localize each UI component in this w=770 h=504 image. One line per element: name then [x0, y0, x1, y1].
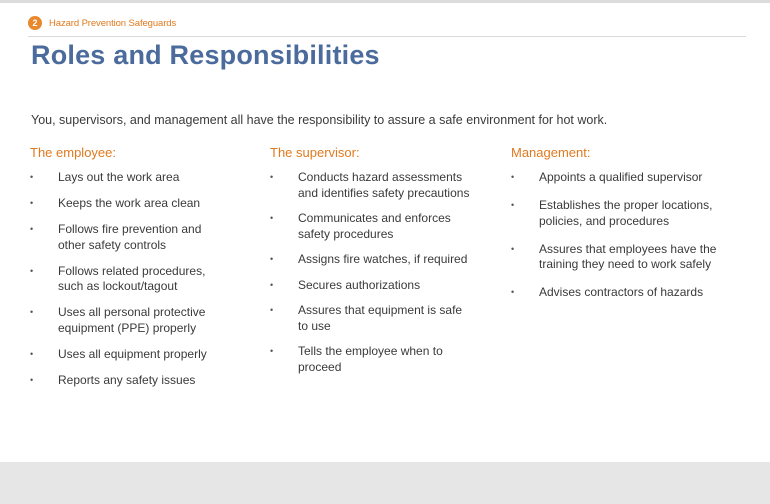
bullet-icon: • — [30, 224, 34, 234]
bullet-icon: • — [270, 254, 274, 264]
responsibility-list — [270, 170, 475, 375]
list-item-text: Assures that equipment is safe to use — [298, 303, 463, 333]
list-item-text: Reports any safety issues — [58, 372, 196, 387]
bullet-icon: • — [270, 279, 274, 290]
column-heading: The employee: — [30, 145, 116, 160]
bullet-icon: • — [511, 172, 515, 182]
list-item-text: Communicates and enforces safety procedures — [298, 211, 451, 241]
column-employee — [30, 145, 230, 399]
bullet-icon: • — [30, 265, 34, 276]
list-item — [30, 196, 230, 212]
list-item — [511, 198, 736, 229]
list-item-text: Follows fire prevention and other safety controls — [58, 222, 202, 252]
header-divider — [28, 36, 746, 37]
list-item — [270, 170, 475, 201]
list-item — [30, 305, 230, 336]
list-item — [270, 211, 475, 242]
list-item — [30, 222, 230, 253]
list-item — [270, 344, 475, 375]
list-item — [30, 170, 230, 186]
column-heading: Management: — [511, 145, 591, 160]
column-management — [511, 145, 736, 313]
list-item — [270, 303, 475, 334]
section-label: Hazard Prevention Safeguards — [49, 17, 177, 29]
list-item-text: Uses all equipment properly — [58, 346, 207, 361]
list-item — [270, 252, 475, 268]
list-item-text: Appoints a qualified supervisor — [539, 170, 703, 184]
list-item-text: Assures that employees have the training they need to work safely — [539, 241, 717, 271]
bullet-icon: • — [270, 346, 274, 356]
responsibility-list — [30, 170, 230, 388]
list-item — [30, 373, 230, 389]
bullet-icon: • — [511, 243, 515, 254]
list-item-text: Conducts hazard assessments and identifies safety precautions — [298, 170, 470, 200]
bullet-icon: • — [511, 200, 515, 210]
bullet-icon: • — [30, 198, 34, 208]
list-item-text: Uses all personal protective equipment (PPE) properly — [58, 305, 206, 335]
intro-text: You, supervisors, and management all have the responsibility to assure a safe environment for hot work. — [31, 113, 608, 127]
bullet-icon: • — [270, 172, 274, 182]
list-item — [511, 285, 736, 301]
list-item — [30, 264, 230, 295]
list-item-text: Advises contractors of hazards — [539, 285, 704, 299]
step-badge: 2 — [28, 16, 42, 30]
bullet-icon: • — [30, 348, 34, 359]
list-item-text: Follows related procedures, such as lockout/tagout — [58, 263, 206, 293]
bullet-icon: • — [270, 305, 274, 315]
list-item — [511, 242, 736, 273]
bullet-icon: • — [270, 213, 274, 223]
list-item — [270, 278, 475, 294]
section-header — [28, 15, 176, 31]
list-item-text: Lays out the work area — [58, 170, 180, 184]
column-supervisor — [270, 145, 475, 385]
list-item-text: Assigns fire watches, if required — [298, 252, 468, 266]
list-item-text: Keeps the work area clean — [58, 196, 201, 210]
page-title: Roles and Responsibilities — [31, 40, 380, 70]
list-item-text: Tells the employee when to proceed — [298, 344, 443, 374]
footer-band — [0, 462, 770, 504]
list-item — [511, 170, 736, 186]
column-heading: The supervisor: — [270, 145, 360, 160]
list-item — [30, 347, 230, 363]
list-item-text: Establishes the proper locations, policies, and procedures — [539, 198, 713, 228]
bullet-icon: • — [30, 374, 34, 385]
bullet-icon: • — [30, 172, 34, 182]
bullet-icon: • — [511, 287, 515, 297]
list-item-text: Secures authorizations — [298, 277, 421, 292]
bullet-icon: • — [30, 307, 34, 317]
responsibility-list — [511, 170, 736, 301]
top-rule — [0, 0, 770, 3]
